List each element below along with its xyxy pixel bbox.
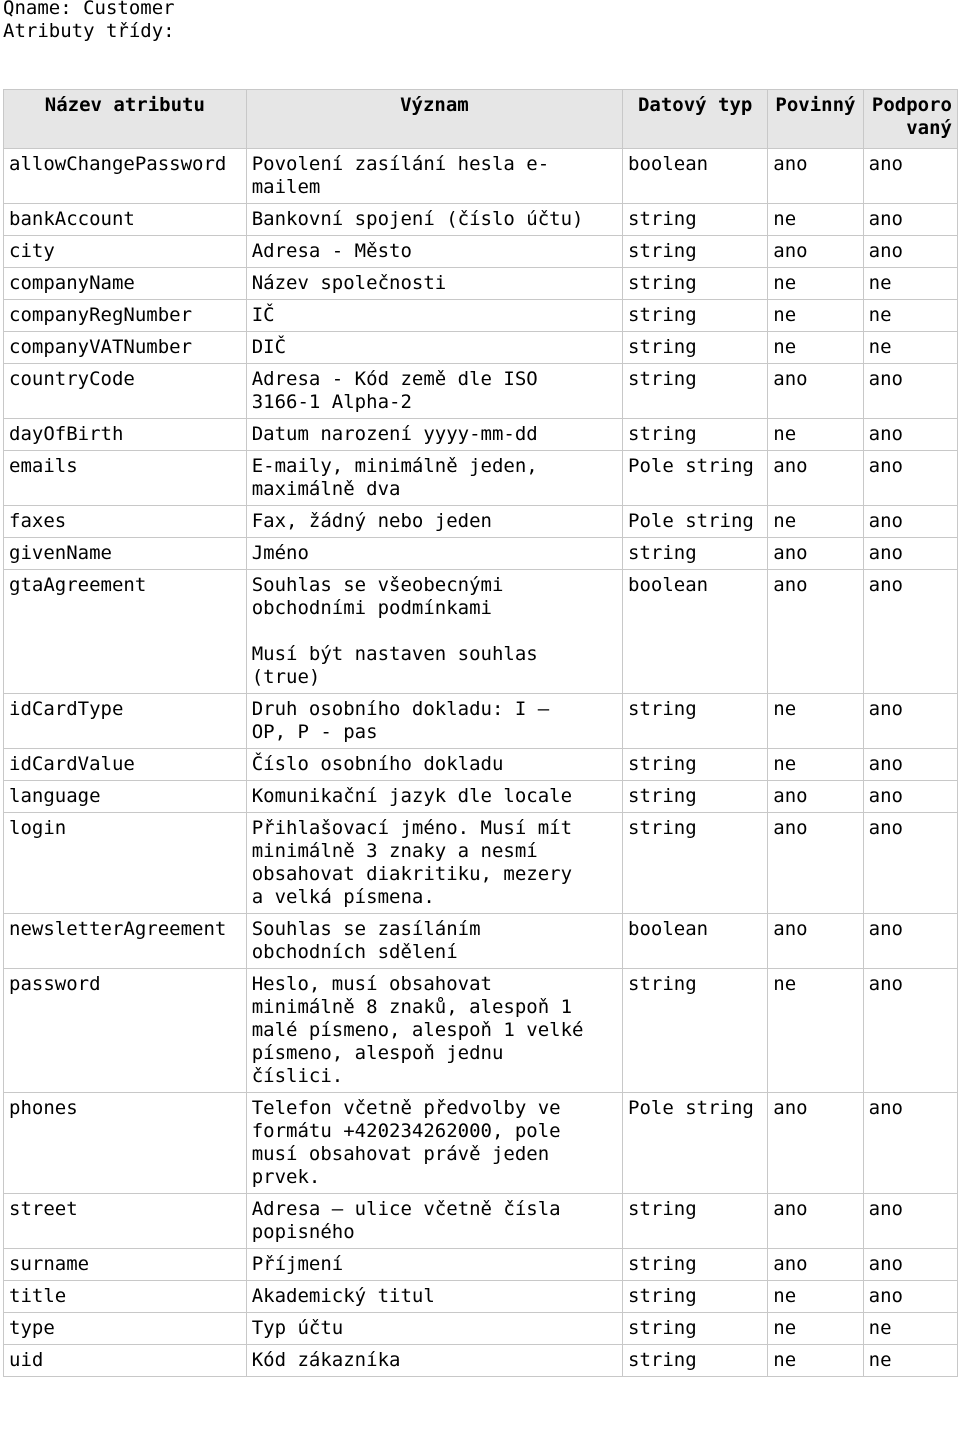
attribute-name-cell-text: idCardValue [9, 753, 135, 775]
attribute-meaning-cell-text: Datum narození yyyy-mm-dd [251, 423, 538, 445]
attribute-name-cell-text: title [9, 1285, 67, 1307]
table-row [4, 1281, 958, 1313]
table-row [4, 570, 958, 694]
data-type-cell [623, 969, 768, 1093]
attribute-meaning-cell [246, 781, 622, 813]
supported-cell-text: ano [868, 1285, 903, 1307]
supported-cell-text: ano [868, 542, 903, 564]
required-cell [768, 1345, 863, 1377]
data-type-cell-text: boolean [628, 153, 709, 175]
data-type-cell-text: string [628, 785, 697, 807]
table-row [4, 1194, 958, 1249]
attribute-meaning-cell [246, 419, 622, 451]
supported-cell [863, 149, 957, 204]
supported-cell [863, 694, 957, 749]
column-header-meaning: Význam [246, 90, 622, 149]
attribute-name-cell [4, 506, 247, 538]
required-cell-text: ne [773, 1285, 797, 1307]
required-cell-text: ano [773, 1198, 808, 1220]
required-cell [768, 570, 863, 694]
supported-cell [863, 268, 957, 300]
required-cell [768, 1093, 863, 1194]
attribute-meaning-cell [246, 204, 622, 236]
required-cell-text: ne [773, 208, 797, 230]
attribute-meaning-cell-text: Souhlas se všeobecnými obchodními podmínkami [251, 574, 504, 619]
data-type-cell [623, 506, 768, 538]
supported-cell [863, 1313, 957, 1345]
attribute-name-cell-text: emails [9, 455, 78, 477]
table-row [4, 204, 958, 236]
table-row [4, 538, 958, 570]
attribute-meaning-cell-text: Druh osobního dokladu: I – OP, P - pas [251, 698, 550, 743]
data-type-cell [623, 364, 768, 419]
data-type-cell [623, 204, 768, 236]
attributes-table [3, 89, 958, 1377]
supported-cell [863, 1194, 957, 1249]
attribute-name-cell-text: idCardType [9, 698, 124, 720]
attribute-meaning-cell [246, 332, 622, 364]
supported-cell [863, 236, 957, 268]
supported-cell [863, 364, 957, 419]
required-cell [768, 1281, 863, 1313]
attribute-name-cell-text: phones [9, 1097, 78, 1119]
supported-cell [863, 813, 957, 914]
supported-cell-text: ne [868, 1317, 892, 1339]
attribute-name-cell [4, 914, 247, 969]
required-cell-text: ano [773, 240, 808, 262]
attribute-name-cell [4, 451, 247, 506]
attribute-name-cell [4, 419, 247, 451]
data-type-cell [623, 300, 768, 332]
data-type-cell-text: boolean [628, 574, 709, 596]
attribute-meaning-cell-text: Souhlas se zasíláním obchodních sdělení [251, 918, 481, 963]
required-cell-text: ne [773, 304, 797, 326]
supported-cell-text: ne [868, 336, 892, 358]
attribute-name-cell [4, 268, 247, 300]
required-cell-text: ano [773, 817, 808, 839]
attribute-name-cell [4, 149, 247, 204]
attribute-meaning-cell [246, 451, 622, 506]
required-cell-text: ne [773, 698, 797, 720]
attribute-name-cell [4, 332, 247, 364]
required-cell-text: ne [773, 510, 797, 532]
attribute-meaning-cell-text: Adresa - Město [251, 240, 412, 262]
attribute-name-cell-text: companyName [9, 272, 135, 294]
supported-cell [863, 506, 957, 538]
supported-cell-text: ano [868, 973, 903, 995]
required-cell [768, 914, 863, 969]
attribute-meaning-cell-text: Přihlašovací jméno. Musí mít minimálně 3 znaky a nesmí obsahovat diakritiku, mezery a velká písmena. [251, 817, 573, 908]
required-cell [768, 1313, 863, 1345]
attribute-meaning-cell-text: DIČ [251, 336, 287, 358]
attribute-meaning-cell-text: Adresa - Kód země dle ISO 3166-1 Alpha-2 [251, 368, 538, 413]
required-cell-text: ne [773, 336, 797, 358]
table-row [4, 969, 958, 1093]
supported-cell-text: ano [868, 240, 903, 262]
attribute-meaning-cell-text: Typ účtu [251, 1317, 344, 1339]
attribute-name-cell [4, 1313, 247, 1345]
attribute-meaning-cell [246, 268, 622, 300]
attribute-name-cell [4, 570, 247, 694]
data-type-cell [623, 451, 768, 506]
required-cell [768, 451, 863, 506]
table-row [4, 332, 958, 364]
attribute-meaning-cell [246, 506, 622, 538]
attribute-meaning-cell [246, 570, 622, 694]
table-row [4, 149, 958, 204]
data-type-cell-text: string [628, 208, 697, 230]
data-type-cell [623, 149, 768, 204]
data-type-cell-text: string [628, 698, 697, 720]
required-cell [768, 364, 863, 419]
required-cell-text: ano [773, 542, 808, 564]
required-cell [768, 332, 863, 364]
required-cell [768, 204, 863, 236]
attribute-name-cell [4, 204, 247, 236]
supported-cell [863, 1249, 957, 1281]
required-cell [768, 506, 863, 538]
attribute-name-cell [4, 1281, 247, 1313]
required-cell-text: ne [773, 973, 797, 995]
attribute-meaning-cell [246, 364, 622, 419]
data-type-cell [623, 332, 768, 364]
table-body [4, 149, 958, 1377]
attribute-meaning-cell-text: Kód zákazníka [251, 1349, 401, 1371]
required-cell-text: ne [773, 272, 797, 294]
required-cell-text: ano [773, 574, 808, 596]
required-cell-text: ano [773, 455, 808, 477]
attribute-meaning-cell-text: Příjmení [251, 1253, 344, 1275]
attribute-name-cell [4, 236, 247, 268]
attribute-name-cell-text: language [9, 785, 101, 807]
required-cell [768, 749, 863, 781]
required-cell-text: ano [773, 153, 808, 175]
table-row [4, 451, 958, 506]
data-type-cell-text: boolean [628, 918, 709, 940]
required-cell [768, 268, 863, 300]
attribute-meaning-cell-text: Telefon včetně předvolby ve formátu +420234262000, pole musí obsahovat právě jeden prvek. [251, 1097, 561, 1188]
data-type-cell-text: string [628, 1253, 697, 1275]
attribute-meaning-note: Musí být nastaven souhlas (true) [251, 643, 538, 688]
table-row [4, 419, 958, 451]
attribute-meaning-cell [246, 1281, 622, 1313]
attribute-name-cell-text: street [9, 1198, 78, 1220]
required-cell-text: ano [773, 785, 808, 807]
required-cell [768, 300, 863, 332]
attribute-name-cell-text: bankAccount [9, 208, 135, 230]
attribute-name-cell [4, 781, 247, 813]
attribute-name-cell [4, 1249, 247, 1281]
attribute-meaning-cell-text: Jméno [251, 542, 309, 564]
required-cell [768, 813, 863, 914]
required-cell-text: ano [773, 1253, 808, 1275]
attribute-name-cell [4, 1345, 247, 1377]
attribute-name-cell-text: type [9, 1317, 55, 1339]
attribute-name-cell [4, 538, 247, 570]
data-type-cell-text: string [628, 423, 697, 445]
table-row [4, 1249, 958, 1281]
supported-cell [863, 781, 957, 813]
attribute-meaning-cell [246, 1345, 622, 1377]
data-type-cell [623, 1249, 768, 1281]
data-type-cell [623, 538, 768, 570]
data-type-cell [623, 694, 768, 749]
supported-cell [863, 538, 957, 570]
data-type-cell [623, 914, 768, 969]
required-cell [768, 694, 863, 749]
attribute-name-cell [4, 969, 247, 1093]
table-header-row [4, 90, 958, 149]
supported-cell-text: ano [868, 698, 903, 720]
table-row [4, 300, 958, 332]
class-attributes-heading: Atributy třídy: [3, 20, 175, 42]
attribute-name-cell [4, 813, 247, 914]
attribute-meaning-cell [246, 694, 622, 749]
data-type-cell [623, 1313, 768, 1345]
attribute-name-cell-text: allowChangePassword [9, 153, 227, 175]
data-type-cell-text: string [628, 753, 697, 775]
data-type-cell-text: string [628, 1349, 697, 1371]
attribute-meaning-cell [246, 749, 622, 781]
attribute-meaning-cell [246, 149, 622, 204]
supported-cell-text: ano [868, 1097, 903, 1119]
attribute-meaning-cell [246, 1194, 622, 1249]
data-type-cell-text: string [628, 542, 697, 564]
supported-cell-text: ano [868, 918, 903, 940]
supported-cell-text: ano [868, 817, 903, 839]
data-type-cell-text: Pole string [628, 510, 754, 532]
supported-cell [863, 300, 957, 332]
data-type-cell [623, 1345, 768, 1377]
column-header-required: Povinný [768, 90, 863, 149]
supported-cell-text: ne [868, 1349, 892, 1371]
attribute-meaning-cell [246, 1093, 622, 1194]
data-type-cell-text: string [628, 973, 697, 995]
table-row [4, 813, 958, 914]
required-cell-text: ne [773, 753, 797, 775]
table-row [4, 781, 958, 813]
attribute-name-cell [4, 1194, 247, 1249]
attribute-name-cell [4, 694, 247, 749]
required-cell [768, 781, 863, 813]
required-cell-text: ne [773, 423, 797, 445]
table-row [4, 914, 958, 969]
attribute-meaning-cell [246, 1313, 622, 1345]
attribute-meaning-cell [246, 538, 622, 570]
supported-cell-text: ano [868, 208, 903, 230]
supported-cell [863, 969, 957, 1093]
table-row [4, 749, 958, 781]
data-type-cell-text: string [628, 817, 697, 839]
supported-cell [863, 1345, 957, 1377]
supported-cell-text: ano [868, 574, 903, 596]
supported-cell-text: ano [868, 510, 903, 532]
required-cell-text: ne [773, 1317, 797, 1339]
supported-cell-text: ano [868, 785, 903, 807]
attribute-name-cell-text: newsletterAgreement [9, 918, 227, 940]
column-header-supported: Podporo vaný [863, 90, 957, 149]
data-type-cell-text: string [628, 1285, 697, 1307]
supported-cell [863, 204, 957, 236]
data-type-cell-text: string [628, 368, 697, 390]
paragraph-spacer [252, 620, 617, 643]
column-header-type: Datový typ [623, 90, 768, 149]
supported-cell-text: ano [868, 753, 903, 775]
supported-cell-text: ano [868, 368, 903, 390]
attribute-meaning-cell-text: Akademický titul [251, 1285, 435, 1307]
table-row [4, 1093, 958, 1194]
attribute-meaning-cell-text: Fax, žádný nebo jeden [251, 510, 492, 532]
attribute-meaning-cell-text: Bankovní spojení (číslo účtu) [251, 208, 584, 230]
data-type-cell [623, 1093, 768, 1194]
attribute-meaning-cell [246, 300, 622, 332]
table-row [4, 506, 958, 538]
required-cell-text: ano [773, 1097, 808, 1119]
table-row [4, 694, 958, 749]
required-cell [768, 419, 863, 451]
table-row [4, 236, 958, 268]
required-cell [768, 538, 863, 570]
supported-cell [863, 749, 957, 781]
data-type-cell-text: Pole string [628, 1097, 754, 1119]
supported-cell [863, 332, 957, 364]
data-type-cell-text: string [628, 1317, 697, 1339]
attribute-meaning-cell-text: Heslo, musí obsahovat minimálně 8 znaků, alespoň 1 malé písmeno, alespoň 1 velké písmeno, alespoň jednu číslici. [251, 973, 584, 1087]
attribute-meaning-cell-text: Adresa – ulice včetně čísla popisného [251, 1198, 561, 1243]
table-row [4, 1313, 958, 1345]
supported-cell [863, 1281, 957, 1313]
attribute-name-cell-text: gtaAgreement [9, 574, 147, 596]
required-cell [768, 1249, 863, 1281]
table-row [4, 364, 958, 419]
attribute-meaning-cell-text: E-maily, minimálně jeden, maximálně dva [251, 455, 538, 500]
supported-cell-text: ano [868, 1253, 903, 1275]
supported-cell [863, 451, 957, 506]
attribute-meaning-cell-text: Povolení zasílání hesla e- mailem [251, 153, 550, 198]
supported-cell [863, 419, 957, 451]
required-cell-text: ano [773, 918, 808, 940]
attribute-name-cell [4, 300, 247, 332]
attribute-meaning-cell [246, 813, 622, 914]
attribute-name-cell-text: givenName [9, 542, 112, 564]
table-row [4, 268, 958, 300]
attribute-meaning-cell [246, 969, 622, 1093]
attribute-name-cell-text: password [9, 973, 101, 995]
supported-cell [863, 914, 957, 969]
data-type-cell-text: string [628, 240, 697, 262]
attribute-name-cell-text: login [9, 817, 67, 839]
attribute-meaning-cell [246, 236, 622, 268]
data-type-cell-text: string [628, 1198, 697, 1220]
required-cell [768, 969, 863, 1093]
data-type-cell [623, 749, 768, 781]
supported-cell-text: ano [868, 423, 903, 445]
data-type-cell-text: string [628, 336, 697, 358]
attribute-name-cell-text: surname [9, 1253, 90, 1275]
attribute-meaning-cell-text: Komunikační jazyk dle locale [251, 785, 573, 807]
data-type-cell [623, 781, 768, 813]
attribute-meaning-cell-text: Číslo osobního dokladu [251, 753, 504, 775]
data-type-cell [623, 419, 768, 451]
supported-cell-text: ne [868, 304, 892, 326]
required-cell-text: ano [773, 368, 808, 390]
attribute-name-cell [4, 364, 247, 419]
data-type-cell [623, 1281, 768, 1313]
data-type-cell [623, 1194, 768, 1249]
table-row [4, 1345, 958, 1377]
attribute-name-cell-text: companyRegNumber [9, 304, 193, 326]
supported-cell-text: ano [868, 153, 903, 175]
required-cell [768, 1194, 863, 1249]
supported-cell [863, 570, 957, 694]
data-type-cell [623, 570, 768, 694]
attribute-name-cell-text: uid [9, 1349, 44, 1371]
supported-cell-text: ne [868, 272, 892, 294]
attribute-meaning-cell [246, 1249, 622, 1281]
document-header [3, 0, 175, 43]
supported-cell-text: ano [868, 1198, 903, 1220]
data-type-cell [623, 813, 768, 914]
attribute-meaning-cell-text: IČ [251, 304, 275, 326]
required-cell-text: ne [773, 1349, 797, 1371]
supported-cell-text: ano [868, 455, 903, 477]
qname-line: Qname: Customer [3, 0, 175, 19]
attribute-name-cell-text: dayOfBirth [9, 423, 124, 445]
attribute-meaning-cell-text: Název společnosti [251, 272, 447, 294]
column-header-name: Název atributu [4, 90, 247, 149]
supported-cell [863, 1093, 957, 1194]
required-cell [768, 149, 863, 204]
attribute-name-cell-text: faxes [9, 510, 67, 532]
data-type-cell [623, 268, 768, 300]
attribute-name-cell-text: companyVATNumber [9, 336, 193, 358]
required-cell [768, 236, 863, 268]
attribute-name-cell [4, 749, 247, 781]
attribute-meaning-cell [246, 914, 622, 969]
data-type-cell-text: Pole string [628, 455, 754, 477]
attribute-name-cell [4, 1093, 247, 1194]
attribute-name-cell-text: city [9, 240, 55, 262]
data-type-cell [623, 236, 768, 268]
data-type-cell-text: string [628, 272, 697, 294]
data-type-cell-text: string [628, 304, 697, 326]
attribute-name-cell-text: countryCode [9, 368, 135, 390]
